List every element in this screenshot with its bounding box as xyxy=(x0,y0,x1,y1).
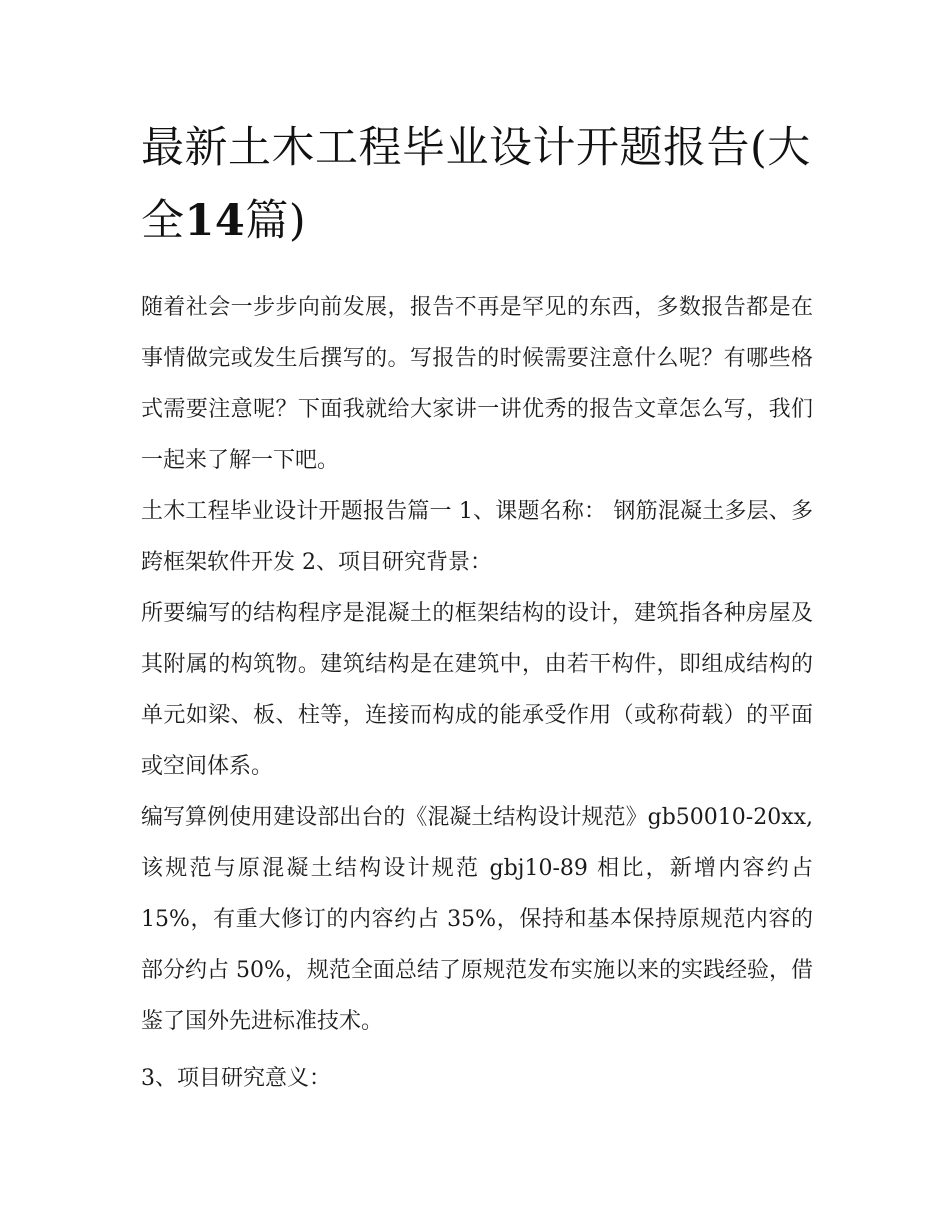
document-page xyxy=(141,112,813,1104)
title-suffix: 篇) xyxy=(245,196,307,246)
paragraph-structure-description: 所要编写的结构程序是混凝土的框架结构的设计，建筑指各种房屋及其附属的构筑物。建筑结构是在建筑中，由若干构件，即组成结构的单元如梁、板、柱等，连接而构成的能承受作用（或称荷载）的平面或空间体系。 xyxy=(141,601,813,779)
title-text: 最新土木工程毕业设计开题报告(大全 xyxy=(141,123,811,246)
paragraph-topic-background: 土木工程毕业设计开题报告篇一 1、课题名称： 钢筋混凝土多层、多跨框架软件开发 2、项目研究背景： xyxy=(141,499,813,575)
paragraph-design-code: 编写算例使用建设部出台的《混凝土结构设计规范》gb50010-20xx,该规范与原混凝土结构设计规范 gbj10-89 相比，新增内容约占 15%，有重大修订的内容约占 35%，保持和基本保持原规范内容的部分约占 50%，规范全面总结了原规范发布实施以来的实践经验，借鉴了国外先进标准技术。 xyxy=(141,805,813,1034)
paragraph-research-significance: 3、项目研究意义： xyxy=(141,1066,331,1091)
title-number: 14 xyxy=(184,196,246,246)
intro-paragraph: 随着社会一步步向前发展，报告不再是罕见的东西，多数报告都是在事情做完或发生后撰写的。写报告的时候需要注意什么呢？有哪些格式需要注意呢？下面我就给大家讲一讲优秀的报告文章怎么写，我们一起来了解一下吧。 xyxy=(141,295,813,473)
document-title xyxy=(141,112,813,258)
